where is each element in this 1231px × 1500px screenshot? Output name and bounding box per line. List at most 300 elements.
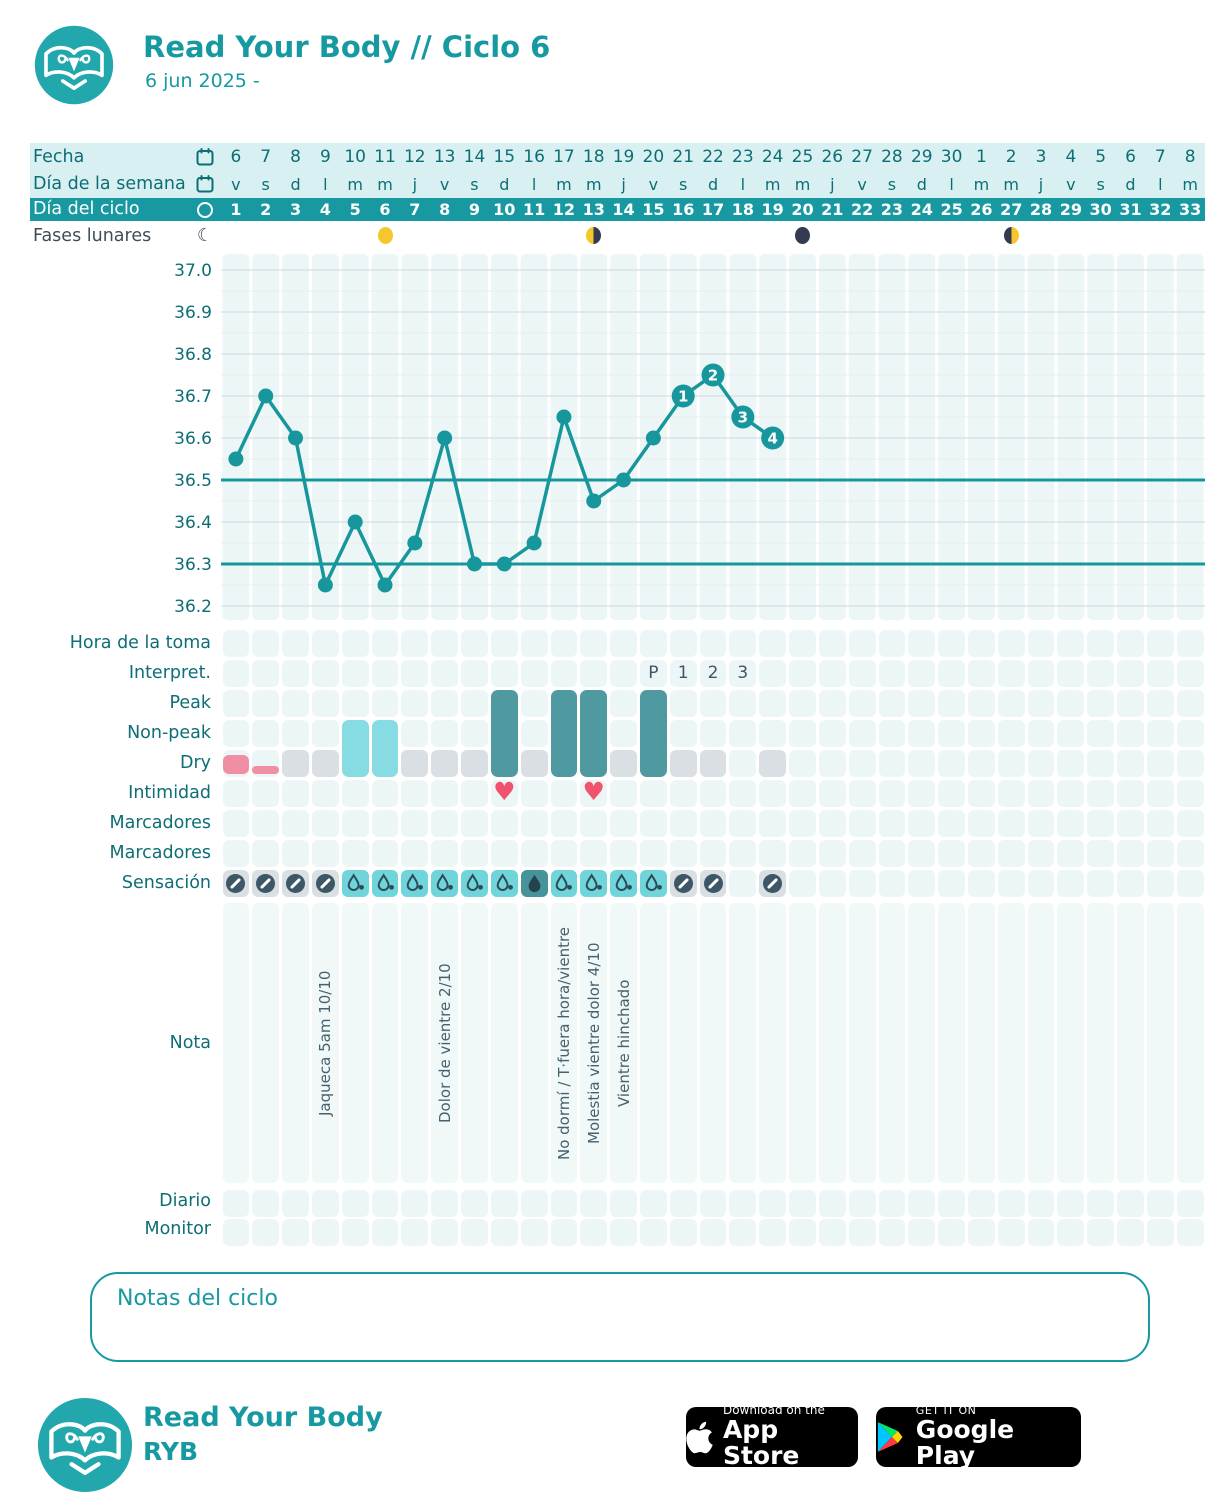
grid-cell [401, 690, 428, 717]
droplet-icon [375, 873, 396, 894]
droplet-icon [494, 873, 515, 894]
grid-cell [312, 1219, 339, 1246]
intimacy-heart-icon: ♥ [582, 777, 605, 806]
nonpeak-mucus-bar [342, 720, 369, 777]
moon-phase-icon-first-quarter [1004, 227, 1019, 244]
grid-cell [729, 690, 756, 717]
weekday-cell: m [347, 175, 363, 194]
nota-column-strip [998, 903, 1025, 1183]
cycle-date-range: 6 jun 2025 - [145, 70, 260, 92]
grid-cell [282, 1219, 309, 1246]
nota-column-strip [1147, 903, 1174, 1183]
grid-cell [1177, 1219, 1204, 1246]
grid-cell [1177, 720, 1204, 747]
grid-cell [372, 810, 399, 837]
grid-cell [968, 750, 995, 777]
app-store-tagline: Download on the [722, 1403, 825, 1418]
nota-column-strip [282, 903, 309, 1183]
grid-cell [700, 1190, 727, 1217]
grid-cell [461, 630, 488, 657]
grid-cell [670, 870, 697, 897]
row-label-marcadores: Marcadores [109, 843, 211, 863]
droplet-icon [464, 873, 485, 894]
grid-cell [431, 750, 458, 777]
grid-cell [1028, 1219, 1055, 1246]
grid-cell [401, 750, 428, 777]
cycle-day-cell: 24 [910, 200, 933, 219]
page-title: Read Your Body // Ciclo 6 [143, 30, 551, 64]
grid-cell [968, 660, 995, 687]
grid-cell [312, 840, 339, 867]
grid-cell [729, 630, 756, 657]
grid-cell [789, 630, 816, 657]
grid-cell [1087, 840, 1114, 867]
cycle-day-cell: 23 [880, 200, 904, 219]
grid-cell [282, 780, 309, 807]
cycle-day-cell: 30 [1089, 200, 1112, 219]
grid-cell [1117, 630, 1144, 657]
grid-cell [938, 1219, 965, 1246]
grid-cell [1087, 630, 1114, 657]
cycle-day-cell: 28 [1029, 200, 1053, 219]
date-cell: 27 [851, 147, 873, 167]
grid-cell [580, 1190, 607, 1217]
weekday-cell: v [439, 175, 450, 194]
slash [707, 877, 718, 888]
grid-cell [491, 630, 518, 657]
grid-cell [700, 750, 727, 777]
nota-column-strip [461, 903, 488, 1183]
grid-cell [401, 810, 428, 837]
date-cell: 1 [975, 147, 987, 167]
nota-column-strip [968, 903, 995, 1183]
slash [290, 877, 301, 888]
grid-cell [1147, 750, 1174, 777]
cycle-day-cell: 2 [260, 200, 272, 219]
grid-cell [342, 660, 369, 687]
grid-cell [938, 870, 965, 897]
grid-cell [401, 780, 428, 807]
grid-cell [401, 720, 428, 747]
grid-cell [670, 750, 697, 777]
interpret-mark: P [648, 663, 659, 683]
grid-cell [1028, 690, 1055, 717]
grid-cell [789, 1190, 816, 1217]
weekday-cell: j [1038, 175, 1044, 194]
grid-cell [1087, 780, 1114, 807]
no-sensation-icon [674, 874, 693, 893]
date-cell: 15 [493, 147, 516, 167]
grid-cell [580, 1219, 607, 1246]
grid-cell [789, 660, 816, 687]
grid-cell [729, 870, 756, 897]
intimacy-heart-icon: ♥ [493, 777, 516, 806]
nota-column-strip [759, 903, 786, 1183]
slash [678, 877, 689, 888]
droplet-icon [583, 873, 604, 894]
note-text: Jaqueca 5am 10/10 [316, 970, 335, 1116]
grid-cell [551, 810, 578, 837]
grid-cell [1147, 1219, 1174, 1246]
grid-cell [968, 1219, 995, 1246]
grid-cell [431, 810, 458, 837]
grid-cell [1087, 1190, 1114, 1217]
grid-cell [282, 690, 309, 717]
grid-cell [1028, 840, 1055, 867]
date-cell: 5 [1095, 147, 1107, 167]
row-label-nota: Nota [169, 1033, 211, 1053]
grid-cell [849, 840, 876, 867]
droplet-icon [643, 873, 664, 894]
date-cell: 6 [1125, 147, 1136, 167]
grid-cell [849, 1219, 876, 1246]
grid-cell [312, 660, 339, 687]
grid-cell [1057, 780, 1084, 807]
grid-cell [819, 1190, 846, 1217]
grid-cell [1117, 810, 1144, 837]
nonpeak-mucus-bar [372, 720, 399, 777]
grid-cell [610, 660, 637, 687]
weekday-cell: m [764, 175, 781, 194]
grid-cell [580, 630, 607, 657]
weekday-cell: d [290, 175, 301, 194]
row-label-sensacion: Sensación [121, 873, 211, 893]
google-play-badge[interactable] [876, 1403, 1081, 1470]
grid-cell [998, 1190, 1025, 1217]
grid-cell [938, 630, 965, 657]
sensation-damp-cell [461, 870, 488, 897]
grid-cell [849, 690, 876, 717]
date-cell: 21 [672, 147, 695, 167]
weekday-cell: j [830, 175, 835, 194]
grid-cell [1087, 1219, 1114, 1246]
nota-column-strip [670, 903, 697, 1183]
grid-cell [789, 720, 816, 747]
date-cell: 20 [642, 147, 665, 167]
grid-cell [879, 720, 906, 747]
grid-cell [1177, 750, 1204, 777]
grid-cell [342, 1190, 369, 1217]
interpret-mark: 1 [677, 663, 689, 683]
grid-cell [938, 690, 965, 717]
peak-mucus-bar [551, 690, 578, 777]
weekday-cell: m [973, 175, 990, 194]
nota-column-strip [849, 903, 876, 1183]
grid-cell [819, 870, 846, 897]
grid-cell [312, 810, 339, 837]
grid-cell [759, 780, 786, 807]
y-axis-tick-label: 36.8 [174, 345, 212, 365]
grid-cell [968, 720, 995, 747]
grid-cell [252, 1219, 279, 1246]
grid-cell [580, 840, 607, 867]
grid-cell [431, 630, 458, 657]
grid-cell [551, 660, 578, 687]
grid-cell [968, 840, 995, 867]
cycle-day-cell: 17 [701, 200, 725, 219]
grid-cell [998, 720, 1025, 747]
grid-cell [521, 840, 548, 867]
grid-cell [670, 1219, 697, 1246]
grid-cell [938, 1190, 965, 1217]
cycle-day-cell: 5 [349, 200, 361, 219]
cycle-day-cell: 18 [731, 200, 754, 219]
interpret-mark: 2 [707, 663, 719, 683]
grid-cell [223, 720, 250, 747]
grid-cell [879, 660, 906, 687]
cycle-day-cell: 16 [672, 200, 695, 219]
grid-cell [1087, 660, 1114, 687]
grid-cell [521, 810, 548, 837]
grid-cell [640, 780, 667, 807]
grid-cell [1147, 840, 1174, 867]
grid-cell [1117, 720, 1144, 747]
period-marker-light [252, 766, 279, 774]
grid-cell [998, 750, 1025, 777]
grid-cell [461, 1190, 488, 1217]
nota-column-strip [342, 903, 369, 1183]
app-store-badge[interactable] [686, 1403, 858, 1471]
grid-cell [223, 630, 250, 657]
grid-cell [819, 840, 846, 867]
nota-column-strip [908, 903, 935, 1183]
grid-cell [849, 750, 876, 777]
grid-cell [1028, 870, 1055, 897]
grid-cell [849, 720, 876, 747]
date-cell: 23 [732, 147, 754, 167]
grid-cell [610, 1190, 637, 1217]
grid-cell [431, 720, 458, 747]
sensation-damp-cell [551, 870, 578, 897]
grid-cell [670, 840, 697, 867]
cycle-day-cell: 13 [582, 200, 605, 219]
grid-cell [1117, 780, 1144, 807]
crescent-moon-icon: ☾ [196, 225, 214, 246]
y-axis-tick-label: 36.9 [174, 303, 212, 323]
grid-cell [759, 690, 786, 717]
grid-cell [1177, 690, 1204, 717]
date-cell: 26 [821, 147, 844, 167]
grid-cell [372, 1190, 399, 1217]
grid-cell [1177, 840, 1204, 867]
grid-cell [312, 750, 339, 777]
cycle-day-cell: 12 [552, 200, 576, 219]
peak-mucus-bar [640, 690, 667, 777]
grid-cell [312, 780, 339, 807]
grid-cell [938, 720, 965, 747]
grid-cell [759, 750, 786, 777]
grid-cell [998, 870, 1025, 897]
grid-cell [879, 840, 906, 867]
grid-cell [729, 1219, 756, 1246]
grid-cell [401, 1219, 428, 1246]
weekday-cell: v [231, 175, 241, 194]
cycle-day-cell: 15 [642, 200, 665, 219]
grid-cell [1057, 750, 1084, 777]
grid-cell [551, 1190, 578, 1217]
grid-cell [282, 660, 309, 687]
moon-phase-icon-full [378, 227, 393, 244]
grid-cell [789, 840, 816, 867]
nota-column-strip [640, 903, 667, 1183]
temp-point-number: 4 [767, 429, 778, 448]
grid-cell [908, 660, 935, 687]
note-text: Dolor de vientre 2/10 [435, 963, 454, 1123]
grid-cell [968, 870, 995, 897]
weekday-cell: l [949, 175, 954, 194]
weekday-cell: j [412, 175, 418, 194]
row-label-dry: Dry [179, 753, 211, 773]
grid-cell [252, 840, 279, 867]
grid-cell [431, 840, 458, 867]
grid-cell [342, 630, 369, 657]
grid-cell [789, 870, 816, 897]
apple-icon [686, 1419, 713, 1456]
grid-cell [1147, 690, 1174, 717]
grid-cell [223, 810, 250, 837]
note-text: Vientre hinchado [614, 979, 633, 1107]
grid-cell [968, 690, 995, 717]
grid-cell [938, 840, 965, 867]
grid-cell [908, 1219, 935, 1246]
grid-cell [789, 810, 816, 837]
droplet-icon [553, 873, 574, 894]
nota-column-strip [938, 903, 965, 1183]
grid-cell [849, 1190, 876, 1217]
date-cell: 19 [612, 147, 635, 167]
grid-cell [700, 780, 727, 807]
grid-cell [252, 630, 279, 657]
grid-cell [789, 1219, 816, 1246]
grid-cell [1117, 750, 1144, 777]
grid-cell [312, 690, 339, 717]
grid-cell [1117, 690, 1144, 717]
grid-cell [401, 840, 428, 867]
grid-cell [879, 870, 906, 897]
grid-cell [223, 690, 250, 717]
date-cell: 16 [523, 147, 545, 167]
slash [230, 877, 241, 888]
grid-cell [849, 780, 876, 807]
weekday-cell: m [556, 175, 572, 194]
grid-cell [670, 780, 697, 807]
row-label-peak: Peak [169, 693, 211, 713]
date-cell: 11 [374, 147, 396, 167]
grid-cell [580, 660, 607, 687]
y-axis-tick-label: 36.4 [174, 513, 212, 533]
weekday-cell: l [323, 175, 328, 194]
row-label-marcadores: Marcadores [109, 813, 211, 833]
grid-cell [461, 690, 488, 717]
grid-cell [1057, 870, 1084, 897]
grid-cell [819, 780, 846, 807]
nota-column-strip [1057, 903, 1084, 1183]
grid-cell [521, 660, 548, 687]
grid-cell [759, 660, 786, 687]
grid-cell [849, 810, 876, 837]
grid-cell [1057, 720, 1084, 747]
grid-cell [431, 690, 458, 717]
grid-cell [819, 660, 846, 687]
date-cell: 7 [1154, 147, 1166, 167]
grid-cell [789, 780, 816, 807]
sensation-damp-cell [431, 870, 458, 897]
grid-cell [938, 660, 965, 687]
grid-cell [461, 750, 488, 777]
grid-cell [372, 660, 399, 687]
grid-cell [700, 870, 727, 897]
grid-cell [342, 840, 369, 867]
grid-cell [342, 780, 369, 807]
row-label-diario: Diario [159, 1191, 211, 1211]
cycle-day-cell: 14 [612, 200, 635, 219]
google-play-name: Google Play [915, 1414, 1015, 1470]
row-label-monitor: Monitor [144, 1219, 211, 1239]
grid-cell [789, 750, 816, 777]
temp-point-number: 2 [707, 366, 719, 385]
cycle-day-cell: 25 [940, 200, 963, 219]
grid-cell [223, 870, 250, 897]
droplet-icon [404, 873, 425, 894]
grid-cell [1147, 1190, 1174, 1217]
grid-cell [1087, 720, 1114, 747]
cycle-day-cell: 33 [1179, 200, 1202, 219]
date-cell: 2 [1005, 147, 1017, 167]
nota-column-strip [223, 903, 250, 1183]
sensation-damp-cell [580, 870, 607, 897]
grid-cell [759, 870, 786, 897]
grid-cell [252, 690, 279, 717]
no-sensation-icon [226, 874, 245, 893]
fecha-row-label: Fecha [33, 147, 85, 167]
grid-cell [1177, 630, 1204, 657]
grid-cell [879, 1190, 906, 1217]
sensation-damp-cell [610, 870, 637, 897]
droplet-icon [434, 873, 455, 894]
grid-cell [1028, 750, 1055, 777]
grid-cell [282, 1190, 309, 1217]
grid-cell [729, 1190, 756, 1217]
grid-cell [670, 810, 697, 837]
grid-cell [1057, 810, 1084, 837]
weekday-cell: m [1003, 175, 1020, 194]
grid-cell [223, 1219, 250, 1246]
grid-cell [819, 750, 846, 777]
grid-cell [670, 1190, 697, 1217]
note-text: No dormí / T·fuera hora/vientre [554, 926, 573, 1160]
no-sensation-icon [286, 874, 305, 893]
grid-cell [1028, 630, 1055, 657]
weekday-cell: s [679, 175, 688, 194]
grid-cell [700, 690, 727, 717]
grid-cell [223, 660, 250, 687]
grid-cell [998, 690, 1025, 717]
peak-mucus-bar [491, 690, 518, 777]
grid-cell [1117, 660, 1144, 687]
cycle-day-cell: 1 [230, 200, 242, 219]
grid-cell [729, 810, 756, 837]
grid-cell [461, 1219, 488, 1246]
grid-cell [610, 780, 637, 807]
grid-cell [610, 840, 637, 867]
grid-cell [819, 720, 846, 747]
grid-cell [908, 870, 935, 897]
grid-cell [670, 690, 697, 717]
grid-cell [968, 810, 995, 837]
grid-cell [372, 1219, 399, 1246]
grid-cell [998, 630, 1025, 657]
grid-cell [879, 630, 906, 657]
